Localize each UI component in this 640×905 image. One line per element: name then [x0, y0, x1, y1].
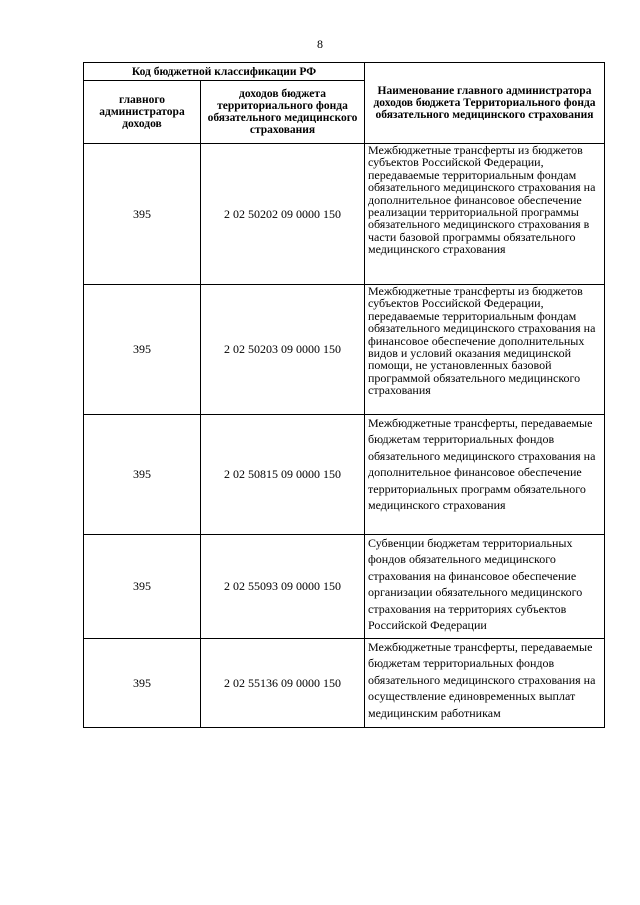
page-number: 8 [317, 37, 323, 51]
table-row [84, 639, 605, 728]
header-chief-administrator: главного администратора доходов [84, 81, 201, 144]
table-row [84, 144, 605, 285]
name-cell [365, 639, 605, 728]
name-cell [365, 535, 605, 639]
table-row [84, 285, 605, 415]
admin-code-cell: 395 [84, 415, 201, 535]
admin-code-cell: 395 [84, 639, 201, 728]
admin-code-cell: 395 [84, 285, 201, 415]
revenue-code-cell: 2 02 50815 09 0000 150 [201, 415, 365, 535]
budget-classification-table [83, 62, 605, 728]
header-revenue-code: доходов бюджета территориального фонда обязательного медицинского страхования [201, 81, 365, 144]
header-budget-classification-code: Код бюджетной классификации РФ [84, 63, 365, 81]
name-text: Межбюджетные трансферты из бюджетов субъектов Российской Федерации, передаваемые территориальным фондам обязательного медицинского страхования на финансовое обеспечение дополнительных видов и условий оказания медицинской помощи, не установленных базовой программой обязательного медицинского страхования [368, 284, 596, 398]
admin-code-cell: 395 [84, 535, 201, 639]
name-text: Межбюджетные трансферты, передаваемые бюджетам территориальных фондов обязательного медицинского страхования на дополнительное финансовое обеспечение территориальных программ обязательного медицинского страхования [368, 416, 596, 513]
table-row [84, 415, 605, 535]
table-row [84, 535, 605, 639]
name-cell [365, 415, 605, 535]
admin-code-cell: 395 [84, 144, 201, 285]
revenue-code-cell: 2 02 55136 09 0000 150 [201, 639, 365, 728]
revenue-code-cell: 2 02 55093 09 0000 150 [201, 535, 365, 639]
name-cell [365, 285, 605, 415]
header-administrator-name: Наименование главного администратора доходов бюджета Территориального фонда обязательного медицинского страхования [365, 63, 605, 144]
name-cell [365, 144, 605, 285]
revenue-code-cell: 2 02 50202 09 0000 150 [201, 144, 365, 285]
revenue-code-cell: 2 02 50203 09 0000 150 [201, 285, 365, 415]
name-text: Субвенции бюджетам территориальных фондов обязательного медицинского страхования на финансовое обеспечение организации обязательного медицинского страхования на территориях субъектов Российской Федерации [368, 536, 583, 633]
name-text: Межбюджетные трансферты, передаваемые бюджетам территориальных фондов обязательного медицинского страхования на осуществление единовременных выплат медицинским работникам [368, 640, 596, 720]
name-text: Межбюджетные трансферты из бюджетов субъектов Российской Федерации, передаваемые территориальным фондам обязательного медицинского страхования на дополнительное финансовое обеспечение реализации территориальной программы обязательного медицинского страхования в части базовой программы обязательного медицинского страхования [368, 143, 596, 257]
